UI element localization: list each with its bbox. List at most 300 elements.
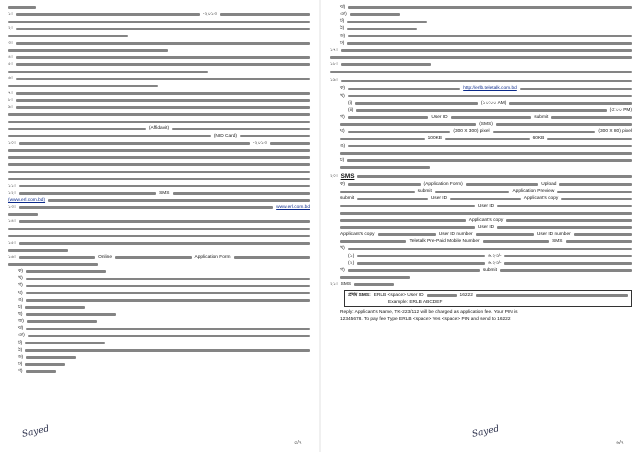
item-number: ১৬। [8,254,16,260]
inline-latin-text: Applicant's copy [523,196,559,202]
text-line [8,218,310,225]
bengali-text-line [348,131,451,134]
bengali-text-line [25,342,105,345]
inline-latin-text: ঘ) [18,290,23,296]
item-number: ১৮। [330,62,338,68]
bengali-text-line [476,294,628,297]
text-line [8,140,310,147]
inline-latin-text: ঝ) [340,5,346,10]
sms-format-text: ERLB <space> User ID [373,292,424,298]
text-line [330,253,632,260]
bengali-text-line [26,328,310,331]
inline-latin-text: (300 X 80) pixel [598,129,632,135]
bengali-text-line [348,248,632,251]
bengali-text-line [19,242,310,245]
left-page-body [8,4,310,375]
bengali-text-line [357,262,485,265]
inline-latin-text: ৬.২৩/- [487,253,502,259]
bengali-text-line [445,138,530,141]
text-line [8,247,310,254]
bengali-text-line [496,123,632,126]
inline-latin-text: Applicant's copy [340,232,375,238]
inline-latin-text: ক) [18,269,23,275]
inline-latin-text: SMS [159,190,170,196]
inline-latin-text: ঞ) [340,12,347,18]
bengali-text-line [8,121,310,124]
bengali-text-line [26,292,310,295]
inline-latin-text: (Affidavit) [148,126,170,132]
bengali-text-line [19,256,96,259]
text-line [8,90,310,97]
inline-latin-text: খ) [340,93,345,99]
bengali-text-line [340,276,410,279]
url-link[interactable]: http://erlb.teletalk.com.bd [463,86,517,92]
item-number: ৬। [8,76,13,82]
section-number: ১৯। [330,78,338,84]
bengali-text-line [8,149,310,152]
item-number: ১০। [8,140,16,146]
bengali-text-line [500,269,632,272]
text-line [8,83,310,90]
inline-latin-text: (২) [348,260,355,266]
text-line [8,11,310,18]
text-line [330,4,632,11]
text-line [8,354,310,361]
bengali-text-line [8,228,310,231]
sms-format-box [344,290,632,307]
item-number: ৩। [8,40,13,46]
bengali-text-line [48,199,310,202]
text-line [330,224,632,231]
bengali-text-line [574,233,632,236]
bengali-text-line [16,78,310,81]
text-line [8,33,310,40]
bengali-text-line [355,102,478,105]
bengali-text-line [8,49,168,52]
inline-latin-text: ক) [340,182,345,188]
section-19-heading [330,76,632,85]
inline-latin-text: Application Preview [512,189,555,195]
bengali-text-line [16,13,200,16]
bengali-text-line [559,183,632,186]
bengali-text-line [357,255,485,258]
bengali-text-line [341,49,632,52]
inline-latin-text: ঢ) [18,362,23,368]
bengali-text-line [466,183,539,186]
inline-latin-text: ট) [340,19,345,25]
bengali-text-line [356,109,606,112]
inline-latin-text: ঘ) [340,129,345,135]
text-line [8,147,310,154]
text-line [330,210,632,217]
text-line [8,311,310,318]
bengali-text-line [340,205,475,208]
bengali-text-line [8,71,208,74]
bengali-text-line [19,192,156,195]
inline-latin-text: ট) [18,340,23,346]
inline-latin-text: User ID [477,203,495,209]
inline-latin-text: জ) [18,319,24,325]
text-line [8,97,310,104]
url-link[interactable]: www.erl.com.bd [276,204,310,210]
bengali-text-line [19,206,274,209]
text-line [330,68,632,75]
bengali-text-line [520,88,632,91]
text-line [330,188,632,195]
inline-latin-text: submit [417,189,432,195]
bengali-text-line [504,255,632,258]
bengali-text-line [435,191,510,194]
text-line [330,274,632,281]
bengali-text-line [340,212,632,215]
bengali-text-line [450,198,521,201]
text-line [330,217,632,224]
text-line [8,168,310,175]
text-line [8,282,310,289]
text-line [330,121,632,128]
inline-latin-text: (১০:০০ AM) [480,100,507,106]
inline-latin-text: User ID number [438,232,473,238]
text-line [330,203,632,210]
text-line [8,290,310,297]
bengali-text-line [348,145,632,148]
text-line [8,75,310,82]
inline-latin-text: (৫:০০ PM) [609,107,632,113]
bengali-text-line [26,278,310,281]
bengali-text-line [16,42,310,45]
bengali-text-line [348,35,632,38]
bengali-text-line [547,138,632,141]
bengali-text-line [270,142,310,145]
text-line [8,325,310,332]
text-line [8,318,310,325]
bengali-text-line [330,71,632,74]
inline-latin-text: ঞ) [18,333,25,339]
bengali-text-line [340,240,406,243]
inline-latin-text: Upload [541,182,557,188]
url-link[interactable]: (www.erl.com.bd) [8,197,46,203]
text-line [330,157,632,164]
section-20-body [330,181,632,281]
bengali-text-line [340,166,430,169]
bengali-text-line [476,233,534,236]
signature: Sayed [21,424,51,440]
text-line [8,47,310,54]
inline-latin-text: (i) [348,100,353,106]
section-heading-text [357,175,632,178]
text-line [8,340,310,347]
bengali-text-line [451,116,532,119]
inline-latin-text: Applicant's copy [468,217,504,223]
inline-latin-text: 60KB [532,136,545,142]
bengali-text-line [340,191,415,194]
inline-latin-text: User ID [430,196,448,202]
text-line [8,25,310,32]
text-line [8,183,310,190]
page-number: ৫/৭ [294,439,302,446]
text-line [8,68,310,75]
bengali-text-line [19,185,310,188]
bengali-text-line [26,313,116,316]
bengali-text-line [566,240,632,243]
text-line [330,181,632,188]
item-number: ৮। [8,97,13,103]
bengali-text-line [348,116,429,119]
signature: Sayed [471,424,501,440]
text-line [330,128,632,135]
bengali-text-line [8,249,68,252]
inline-latin-text: SMS [552,239,563,245]
bengali-text-line [347,42,632,45]
text-line [8,347,310,354]
bengali-text-line [551,116,632,119]
inline-latin-text: ঠ) [340,26,345,32]
text-line [330,18,632,25]
text-line [8,268,310,275]
bengali-text-line [8,171,310,174]
bengali-text-line [115,256,192,259]
inline-latin-text: চ) [18,304,23,310]
bengali-text-line [497,226,632,229]
bengali-text-line [8,213,38,216]
text-line [330,238,632,245]
inline-latin-text: submit [340,196,355,202]
bengali-text-line [16,106,310,109]
inline-latin-text: User ID number [536,232,571,238]
inline-latin-text: ণ) [18,369,23,375]
sms-short-code: 16222 [459,292,473,298]
reply-text: Reply: Applicant's Name, TK-223/112 will be charged as application fee. Your PIN is [340,310,518,316]
bengali-text-line [348,269,480,272]
bengali-text-line [8,135,211,138]
text-line [8,211,310,218]
bengali-text-line [347,21,427,24]
inline-latin-text: SMS [340,282,352,288]
bengali-text-line [8,178,310,181]
inline-latin-text: চ) [340,157,345,163]
text-line [8,61,310,68]
bengali-text-line [16,28,310,31]
bengali-text-line [19,220,310,223]
item-number: ১। [8,12,13,18]
section-heading-text [341,80,632,83]
item-number: ১৪। [8,219,16,225]
bengali-text-line [348,88,460,91]
section-number: ২০। [330,174,338,180]
bengali-text-line [26,356,76,359]
text-line [8,190,310,197]
bengali-text-line [8,113,310,116]
inline-latin-text: Application Form [194,254,231,260]
bengali-text-line [19,142,250,145]
reply-text: 12345678. To pay fee Type ERLB <space> Yes <space> PIN and send to 16222 [340,317,511,323]
text-line [8,40,310,47]
inline-latin-text: খ) [18,276,23,282]
text-line [8,197,310,204]
text-line [8,304,310,311]
item-number: ৪। [8,54,13,60]
bengali-text-line [348,95,632,98]
text-line [330,107,632,114]
bengali-text-line [25,363,65,366]
bengali-text-line [493,131,596,134]
text-line [8,133,310,140]
bengali-text-line [25,306,85,309]
inline-latin-text: (ii) [348,107,354,113]
bengali-text-line [350,13,400,16]
bengali-text-line [8,85,158,88]
bengali-text-line [28,335,310,338]
bengali-text-line [26,270,106,273]
text-line [8,332,310,339]
text-line [330,54,632,61]
text-line [330,143,632,150]
bengali-text-line [16,99,310,102]
text-line [8,254,310,261]
item-number: ৫। [8,62,13,68]
inline-latin-text: 100KB [427,136,443,142]
text-line [8,161,310,168]
item-number: ২১। [330,282,338,288]
inline-latin-text: গ) [340,114,345,120]
bengali-text-line [234,256,311,259]
text-line [330,267,632,274]
text-line [330,40,632,47]
bengali-text-line [330,56,632,59]
text-line [8,233,310,240]
bengali-text-line [557,191,632,194]
text-line [8,54,310,61]
text-line [8,111,310,118]
inline-latin-text: ঝ) [18,326,24,332]
bengali-text-line [173,192,310,195]
bengali-text-line [26,370,56,373]
bengali-text-line [348,6,632,9]
bengali-text-line [27,320,97,323]
text-line [8,204,310,211]
section-20-heading [330,172,632,181]
section-21-heading [330,281,632,288]
bengali-text-line [340,123,476,126]
inline-latin-text: ঙ) [340,143,346,149]
item-number: ৭। [8,90,13,96]
item-number: ২। [8,26,13,32]
bengali-text-line [506,219,632,222]
text-line [330,93,632,100]
bengali-text-line [240,135,310,138]
inline-latin-text: (SMS) [479,122,493,128]
bengali-text-line [16,92,310,95]
right-page-top-body [330,4,632,75]
bengali-text-line [348,183,421,186]
text-line [8,125,310,132]
bengali-text-line [8,263,98,266]
bengali-text-line [347,159,632,162]
inline-latin-text: (১) [348,253,355,259]
sms-example-text: Example: ERLB ABCDEF [388,299,443,305]
bengali-text-line [8,156,310,159]
bengali-text-line [341,63,431,66]
inline-latin-text: (300 X 300) pixel [453,129,490,135]
text-line [330,135,632,142]
inline-latin-text: খ) [340,246,345,252]
text-line [330,195,632,202]
text-line [8,154,310,161]
text-line [8,368,310,375]
bengali-text-line [357,198,428,201]
bengali-text-line [347,28,417,31]
text-line [330,47,632,54]
text-line [330,11,632,18]
inline-latin-text: submit [482,267,497,273]
item-number: ১৭। [330,47,338,53]
bengali-text-line [8,6,36,9]
bengali-text-line [561,198,632,201]
text-line [330,164,632,171]
item-number: ১৫। [8,240,16,246]
text-line [330,100,632,107]
inline-latin-text: (NID Card) [213,133,237,139]
bengali-text-line [16,56,310,59]
text-line [330,33,632,40]
bengali-text-line [504,262,632,265]
text-line [330,114,632,121]
item-number: ১১। [8,183,16,189]
text-line [8,118,310,125]
inline-latin-text: Online [98,254,112,260]
text-line [8,240,310,247]
inline-latin-text: User ID [477,224,495,230]
section-19-body [330,85,632,171]
reply-block [330,309,632,323]
right-page [322,0,640,452]
inline-latin-text: গ) [18,283,23,289]
first-sms-label: প্রথম SMS: [348,292,371,298]
inline-latin-text: ক) [340,86,345,92]
item-number: ৯। [8,104,13,110]
text-line [8,4,310,11]
text-line [330,245,632,252]
bengali-text-line [340,138,425,141]
bengali-text-line [16,63,310,66]
bengali-text-line [8,35,128,38]
text-line [8,261,310,268]
page-number: ৬/৭ [616,439,624,446]
inline-latin-text: ঠ) [18,347,23,353]
text-line [8,225,310,232]
bengali-text-line [354,283,394,286]
inline-latin-text: গ) [340,267,345,273]
item-number: ১২। [8,190,16,196]
inline-latin-text: ড) [340,33,346,39]
text-line [330,281,632,288]
bengali-text-line [340,219,466,222]
reply-line [340,309,632,316]
text-line [8,361,310,368]
page-gutter [319,0,321,452]
inline-latin-text: (Application Form) [423,182,463,188]
text-line [330,25,632,32]
text-line [8,275,310,282]
sms-format-line [348,292,628,299]
section-title-sms: SMS [340,173,355,181]
bengali-text-line [340,152,632,155]
inline-latin-text: -২০১৩ [202,12,217,18]
bengali-text-line [497,205,632,208]
inline-latin-text: Teletalk Pre-Paid Mobile Number [409,239,480,245]
bengali-text-line [26,285,310,288]
bengali-text-line [427,294,457,297]
